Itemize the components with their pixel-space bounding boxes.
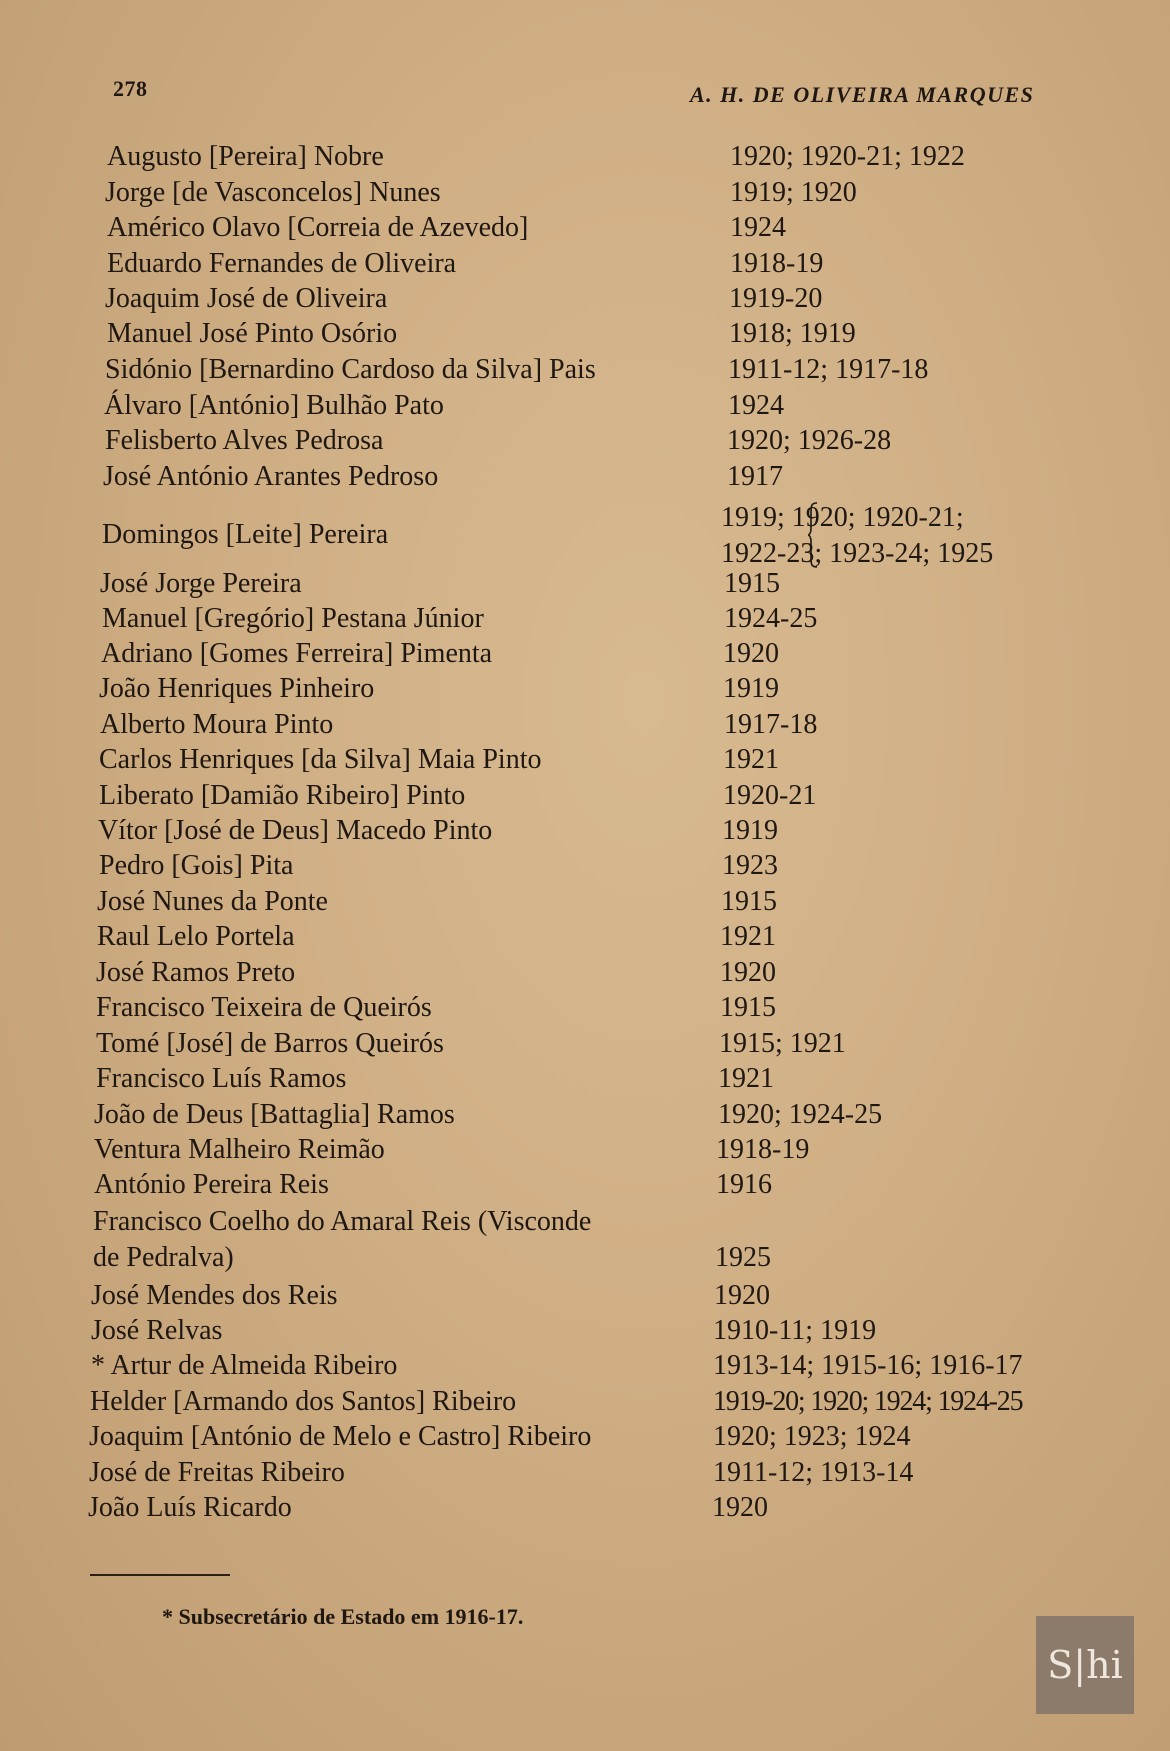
entry-years: 1920; 1920-21; 1922 bbox=[730, 141, 965, 172]
entry-years: 1919 bbox=[722, 815, 778, 846]
entry-name-line2: de Pedralva) bbox=[93, 1242, 234, 1273]
entry-years: 1915 bbox=[720, 992, 776, 1023]
entry-years: 1920; 1923; 1924 bbox=[713, 1421, 911, 1452]
library-logo: S|hi bbox=[1036, 1616, 1134, 1714]
entry-years: 1924 bbox=[728, 390, 784, 421]
entry-years: 1921 bbox=[720, 921, 776, 952]
entry-name: Tomé [José] de Barros Queirós bbox=[96, 1028, 444, 1059]
entry-name: Adriano [Gomes Ferreira] Pimenta bbox=[101, 638, 493, 669]
entry-years: 1915 bbox=[721, 886, 777, 917]
entry-years: 1921 bbox=[723, 744, 779, 775]
entry-name: Américo Olavo [Correia de Azevedo] bbox=[107, 212, 529, 243]
entry-name: Ventura Malheiro Reimão bbox=[94, 1134, 385, 1165]
entry-name: Francisco Luís Ramos bbox=[96, 1063, 347, 1094]
entry-years: 1924 bbox=[730, 212, 786, 243]
entry-years: 1919-20; 1920; 1924; 1924-25 bbox=[713, 1386, 1023, 1417]
entry-name: José António Arantes Pedroso bbox=[103, 461, 439, 492]
entry-name: Francisco Teixeira de Queirós bbox=[96, 992, 432, 1023]
running-header-author: A. H. DE OLIVEIRA MARQUES bbox=[690, 82, 1035, 107]
entry-years: 1918-19 bbox=[716, 1134, 810, 1165]
entry-years: 1921 bbox=[718, 1063, 774, 1094]
entry-years: 1913-14; 1915-16; 1916-17 bbox=[713, 1350, 1023, 1381]
footnote: * Subsecretário de Estado em 1916-17. bbox=[162, 1604, 524, 1629]
entry-years: 1920 bbox=[720, 957, 776, 988]
entry-years: 1919-20 bbox=[729, 283, 823, 314]
entry-name: João de Deus [Battaglia] Ramos bbox=[94, 1099, 455, 1130]
entry-name: José de Freitas Ribeiro bbox=[89, 1457, 345, 1488]
entry-name: Vítor [José de Deus] Macedo Pinto bbox=[98, 815, 493, 846]
entry-name: Felisberto Alves Pedrosa bbox=[105, 425, 384, 456]
entry-years: 1920 bbox=[712, 1492, 768, 1523]
entry-name: Eduardo Fernandes de Oliveira bbox=[107, 248, 457, 279]
entry-years: 1924-25 bbox=[724, 603, 818, 634]
entry-years: 1915 bbox=[724, 568, 780, 599]
entry-years-line2: 1922-23; 1923-24; 1925 bbox=[721, 538, 994, 569]
entry-name: José Mendes dos Reis bbox=[91, 1280, 338, 1311]
entry-name: José Ramos Preto bbox=[96, 957, 296, 988]
entry-name: Liberato [Damião Ribeiro] Pinto bbox=[99, 780, 466, 811]
entry-name: Raul Lelo Portela bbox=[97, 921, 295, 952]
entry-name: Alberto Moura Pinto bbox=[100, 709, 334, 740]
entry-years: 1923 bbox=[722, 850, 778, 881]
entry-years: 1925 bbox=[715, 1242, 771, 1273]
entry-name: Domingos [Leite] Pereira bbox=[102, 519, 389, 550]
entry-name: Helder [Armando dos Santos] Ribeiro bbox=[90, 1386, 517, 1417]
entry-name: Álvaro [António] Bulhão Pato bbox=[104, 390, 444, 421]
page-number: 278 bbox=[113, 76, 148, 101]
entry-years: 1920 bbox=[714, 1280, 770, 1311]
entry-years-line1: 1919; 1920; 1920-21; bbox=[721, 502, 964, 533]
entry-name: José Nunes da Ponte bbox=[97, 886, 328, 917]
entry-years: 1920 bbox=[723, 638, 779, 669]
entry-years: 1911-12; 1917-18 bbox=[728, 354, 929, 385]
entry-name: António Pereira Reis bbox=[94, 1169, 329, 1200]
entry-years: 1917 bbox=[727, 461, 783, 492]
footnote-divider bbox=[90, 1574, 230, 1576]
entry-name: João Luís Ricardo bbox=[88, 1492, 292, 1523]
entry-years: 1916 bbox=[716, 1169, 772, 1200]
entry-years: 1911-12; 1913-14 bbox=[713, 1457, 914, 1488]
entry-name: Pedro [Gois] Pita bbox=[99, 850, 294, 881]
entry-name: Manuel José Pinto Osório bbox=[107, 318, 398, 349]
entry-name: Augusto [Pereira] Nobre bbox=[107, 141, 384, 172]
entry-name: Sidónio [Bernardino Cardoso da Silva] Pais bbox=[105, 354, 596, 385]
entry-name: José Relvas bbox=[91, 1315, 223, 1346]
entry-years: 1917-18 bbox=[724, 709, 818, 740]
entry-name-line1: Francisco Coelho do Amaral Reis (Visconde bbox=[93, 1206, 592, 1237]
entry-years: 1920-21 bbox=[723, 780, 817, 811]
entry-name: José Jorge Pereira bbox=[100, 568, 302, 599]
entry-name: * Artur de Almeida Ribeiro bbox=[91, 1350, 398, 1381]
entry-name: Jorge [de Vasconcelos] Nunes bbox=[105, 177, 441, 208]
entry-name: João Henriques Pinheiro bbox=[99, 673, 375, 704]
entry-name: Joaquim [António de Melo e Castro] Ribeiro bbox=[89, 1421, 592, 1452]
entry-name: Carlos Henriques [da Silva] Maia Pinto bbox=[99, 744, 542, 775]
entry-years: 1918; 1919 bbox=[729, 318, 856, 349]
entry-years: 1918-19 bbox=[730, 248, 824, 279]
entry-years: 1915; 1921 bbox=[719, 1028, 846, 1059]
entry-years: 1920; 1924-25 bbox=[718, 1099, 883, 1130]
entry-years: 1920; 1926-28 bbox=[727, 425, 892, 456]
entry-name: Joaquim José de Oliveira bbox=[105, 283, 388, 314]
entry-years: 1919; 1920 bbox=[730, 177, 857, 208]
entry-years: 1919 bbox=[723, 673, 779, 704]
entry-name: Manuel [Gregório] Pestana Júnior bbox=[102, 603, 484, 634]
entry-years: 1910-11; 1919 bbox=[713, 1315, 877, 1346]
